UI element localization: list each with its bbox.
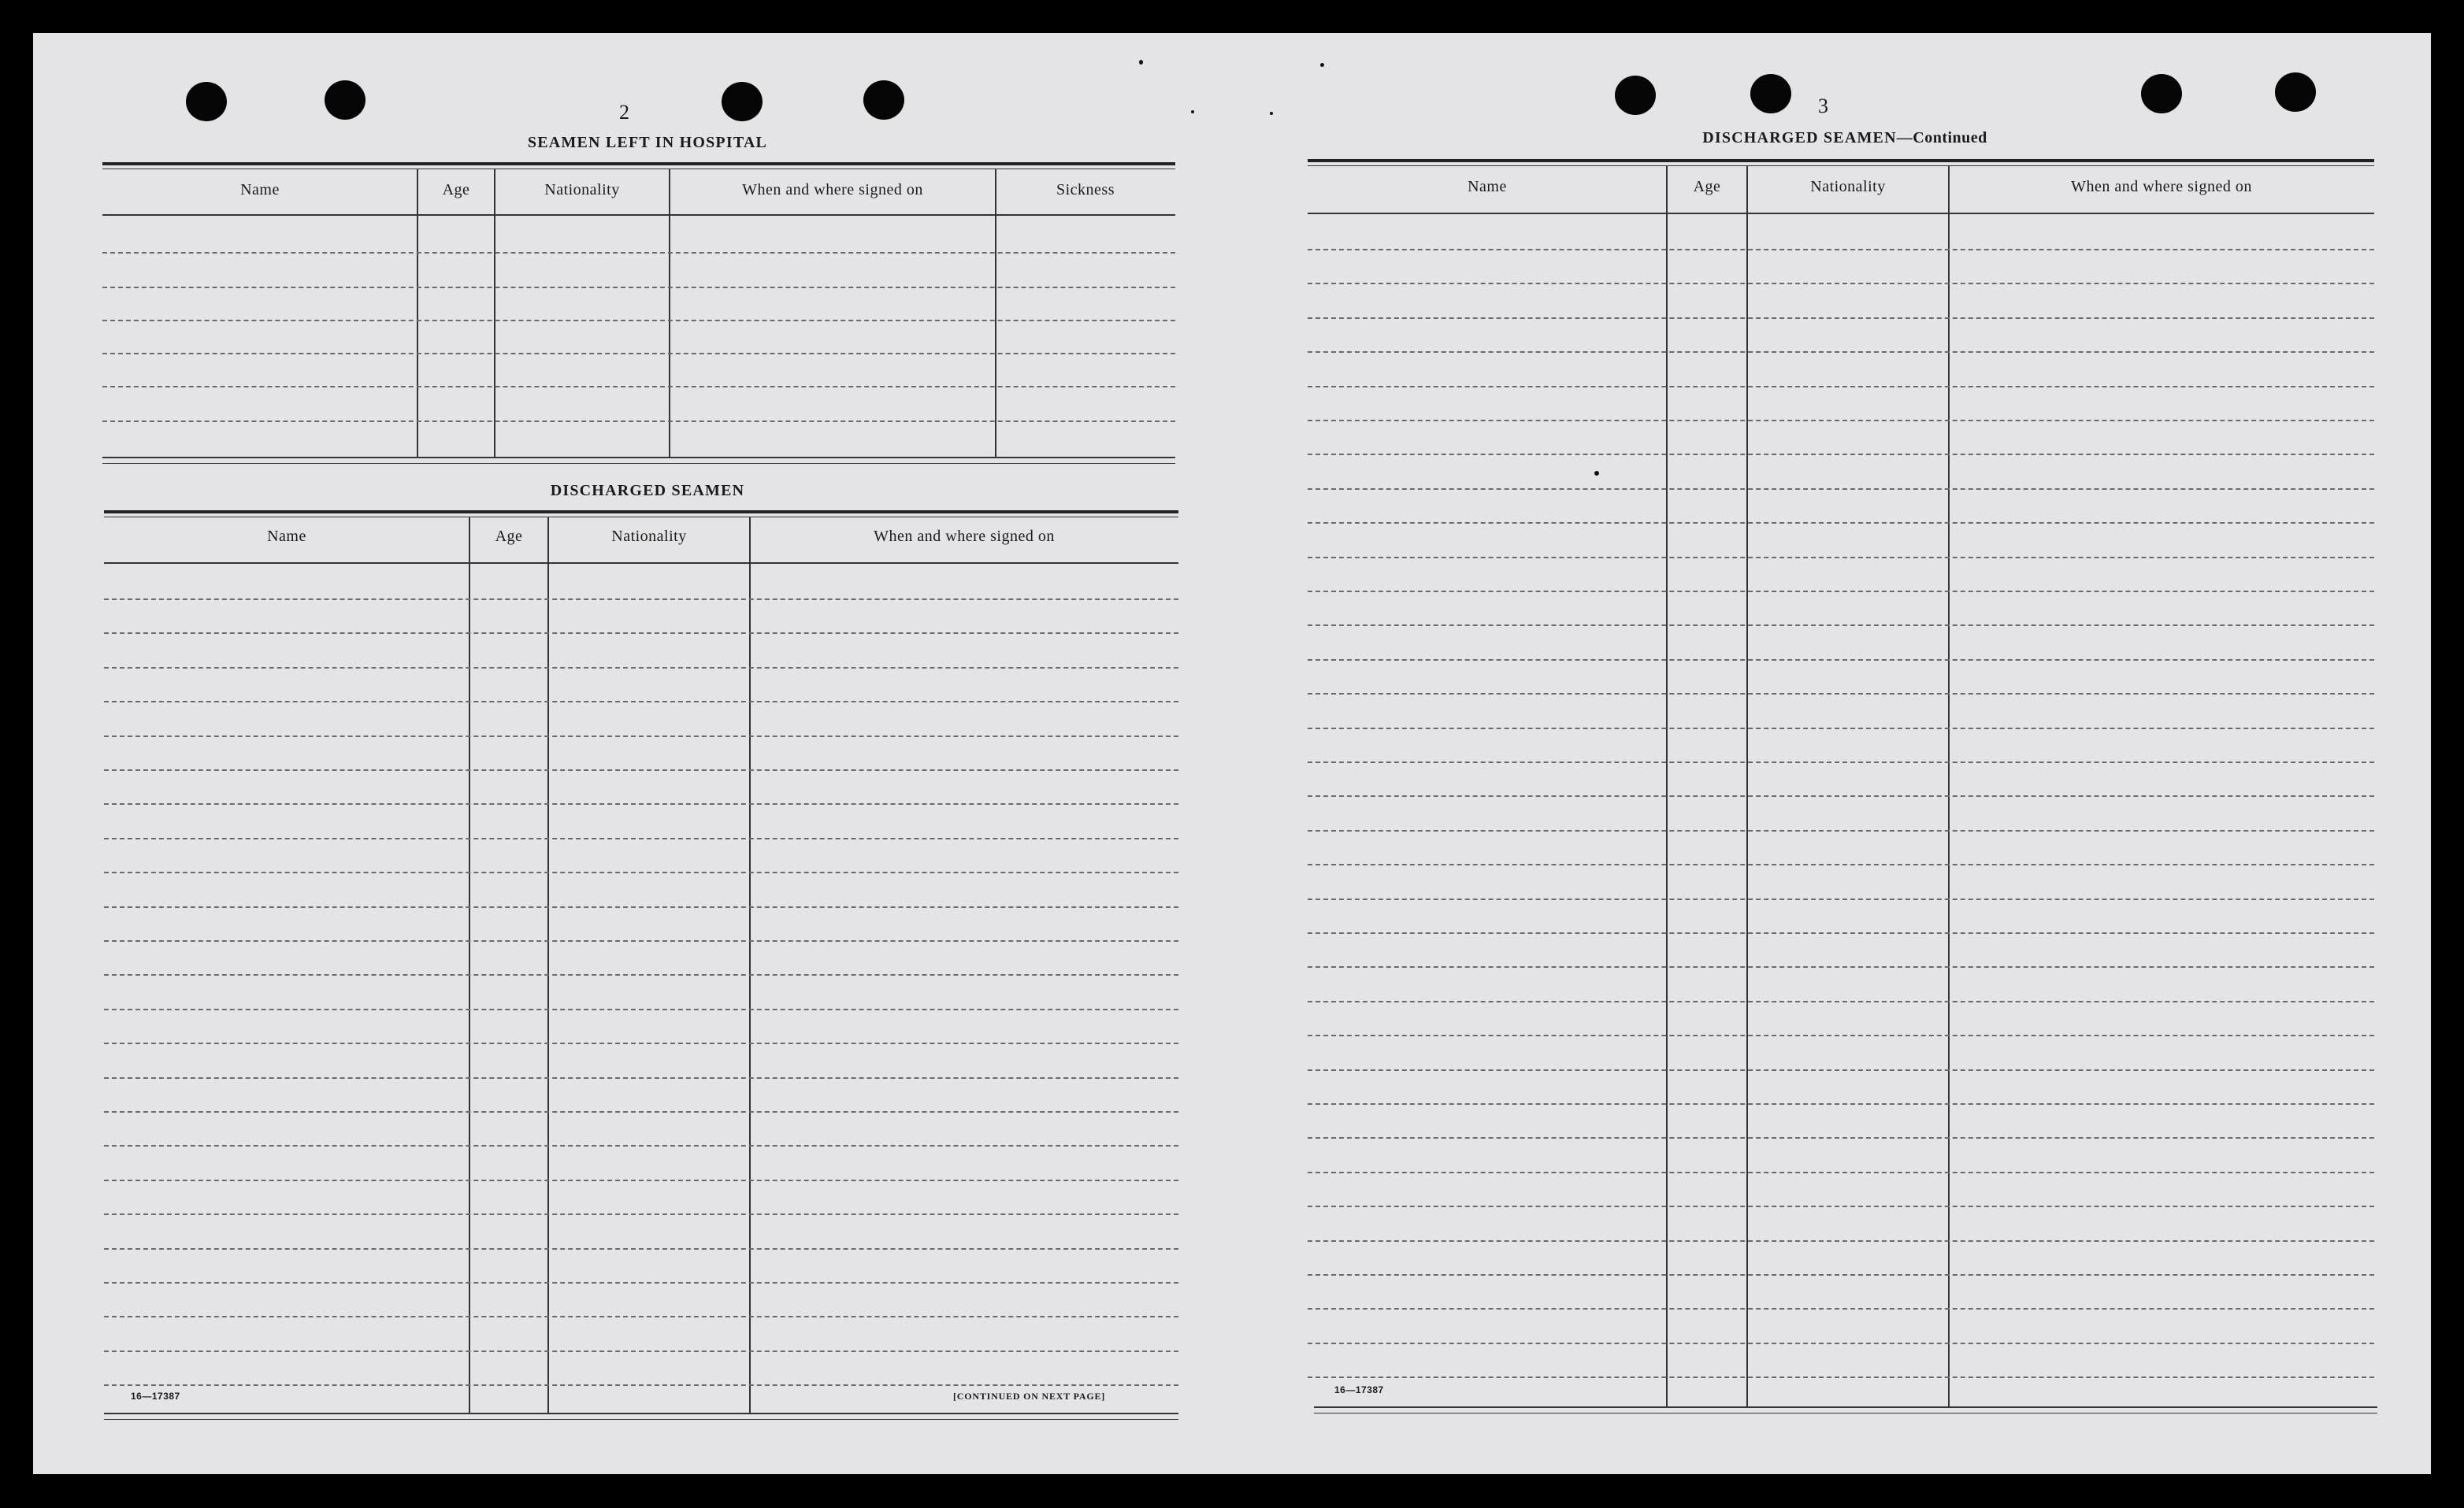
row-line	[1308, 1137, 2374, 1139]
row-line	[1308, 864, 2374, 865]
row-line	[102, 421, 1175, 422]
row-line	[104, 701, 1178, 702]
punch-hole	[722, 82, 763, 121]
row-line	[1308, 1343, 2374, 1344]
row-line	[1308, 249, 2374, 250]
column-header-nationality: Nationality	[544, 181, 620, 198]
row-line	[1308, 420, 2374, 421]
row-line	[1308, 1069, 2374, 1071]
row-line	[1308, 522, 2374, 524]
column-divider	[995, 169, 996, 458]
row-line	[1308, 488, 2374, 490]
row-line	[1308, 557, 2374, 558]
column-divider	[469, 517, 470, 1414]
header-rule	[1308, 213, 2374, 214]
speck	[1139, 60, 1143, 65]
row-line	[104, 769, 1178, 771]
table-bottom-rule	[102, 463, 1175, 464]
column-header-name: Name	[240, 181, 280, 198]
speck	[1191, 110, 1194, 113]
row-line	[104, 906, 1178, 908]
column-divider	[417, 169, 418, 458]
punch-hole	[1615, 76, 1656, 115]
section-title-suffix: —Continued	[1896, 129, 1987, 146]
row-line	[1308, 1172, 2374, 1173]
page-number: 3	[1818, 94, 1828, 117]
row-line	[104, 1077, 1178, 1079]
punch-hole	[2141, 74, 2182, 113]
row-line	[1308, 659, 2374, 661]
punch-hole	[186, 82, 227, 121]
punch-hole	[2275, 72, 2316, 112]
column-header-nationality: Nationality	[1810, 178, 1886, 195]
table-bottom-rule	[104, 1419, 1178, 1420]
row-line	[104, 632, 1178, 634]
column-header-sickness: Sickness	[1056, 181, 1115, 198]
row-line	[1308, 1103, 2374, 1105]
section-title-main: DISCHARGED SEAMEN	[1702, 129, 1897, 146]
row-line	[1308, 693, 2374, 695]
row-line	[104, 803, 1178, 805]
form-number: 16—17387	[131, 1391, 180, 1402]
row-line	[1308, 317, 2374, 319]
column-header-nationality: Nationality	[611, 528, 687, 545]
row-line	[1308, 1035, 2374, 1036]
row-line	[104, 1145, 1178, 1147]
row-line	[1308, 386, 2374, 387]
column-divider	[494, 169, 495, 458]
row-line	[1308, 1274, 2374, 1276]
row-line	[102, 320, 1175, 321]
table-top-rule	[1308, 159, 2374, 162]
speck	[1270, 112, 1273, 115]
table-bottom-rule	[102, 457, 1175, 458]
column-header-age: Age	[442, 181, 470, 198]
column-header-age: Age	[495, 528, 523, 545]
row-line	[104, 598, 1178, 600]
row-line	[104, 872, 1178, 873]
form-sheet	[33, 33, 2431, 1474]
column-header-signed-on: When and where signed on	[874, 528, 1055, 545]
column-header-signed-on: When and where signed on	[742, 181, 923, 198]
row-line	[1308, 1206, 2374, 1207]
row-line	[102, 386, 1175, 387]
column-header-signed-on: When and where signed on	[2071, 178, 2252, 195]
form-number: 16—17387	[1334, 1384, 1384, 1395]
table-bottom-rule	[1314, 1406, 2377, 1408]
header-rule	[102, 214, 1175, 216]
row-line	[104, 1213, 1178, 1215]
row-line	[104, 838, 1178, 839]
row-line	[1308, 591, 2374, 592]
row-line	[104, 1180, 1178, 1181]
row-line	[104, 974, 1178, 976]
column-divider	[547, 517, 549, 1414]
row-line	[1308, 351, 2374, 353]
row-line	[102, 353, 1175, 354]
column-header-name: Name	[267, 528, 306, 545]
row-line	[1308, 899, 2374, 900]
column-header-name: Name	[1468, 178, 1507, 195]
table-top-rule	[1308, 165, 2374, 166]
punch-hole	[325, 80, 366, 120]
speck	[1594, 471, 1599, 476]
row-line	[1308, 932, 2374, 934]
row-line	[104, 940, 1178, 942]
row-line	[104, 735, 1178, 737]
section-title	[1577, 129, 2113, 147]
section-title: DISCHARGED SEAMEN	[550, 482, 745, 499]
row-line	[1308, 761, 2374, 763]
row-line	[1308, 795, 2374, 797]
speck	[1320, 63, 1324, 67]
punch-hole	[863, 80, 904, 120]
table-bottom-rule	[1314, 1413, 2377, 1414]
row-line	[1308, 1308, 2374, 1310]
row-line	[1308, 624, 2374, 626]
row-line	[1308, 1376, 2374, 1378]
row-line	[1308, 830, 2374, 832]
row-line	[104, 1351, 1178, 1352]
page-number: 2	[619, 101, 629, 124]
row-line	[104, 1009, 1178, 1010]
table-top-rule	[104, 510, 1178, 513]
punch-hole	[1750, 74, 1791, 113]
row-line	[1308, 454, 2374, 455]
continued-note: [CONTINUED ON NEXT PAGE]	[953, 1391, 1106, 1402]
row-line	[104, 1316, 1178, 1317]
column-header-age: Age	[1693, 178, 1721, 195]
row-line	[1308, 728, 2374, 729]
table-top-rule	[102, 162, 1175, 165]
row-line	[1308, 1240, 2374, 1242]
column-divider	[669, 169, 670, 458]
header-rule	[104, 562, 1178, 564]
row-line	[1308, 283, 2374, 284]
section-title: SEAMEN LEFT IN HOSPITAL	[527, 134, 768, 151]
row-line	[102, 287, 1175, 288]
row-line	[1308, 966, 2374, 968]
row-line	[104, 1384, 1178, 1386]
row-line	[104, 1043, 1178, 1044]
row-line	[102, 252, 1175, 254]
row-line	[104, 1248, 1178, 1250]
row-line	[1308, 1001, 2374, 1002]
row-line	[104, 1111, 1178, 1113]
column-divider	[749, 517, 751, 1414]
row-line	[104, 667, 1178, 669]
row-line	[104, 1282, 1178, 1284]
table-bottom-rule	[104, 1413, 1178, 1414]
